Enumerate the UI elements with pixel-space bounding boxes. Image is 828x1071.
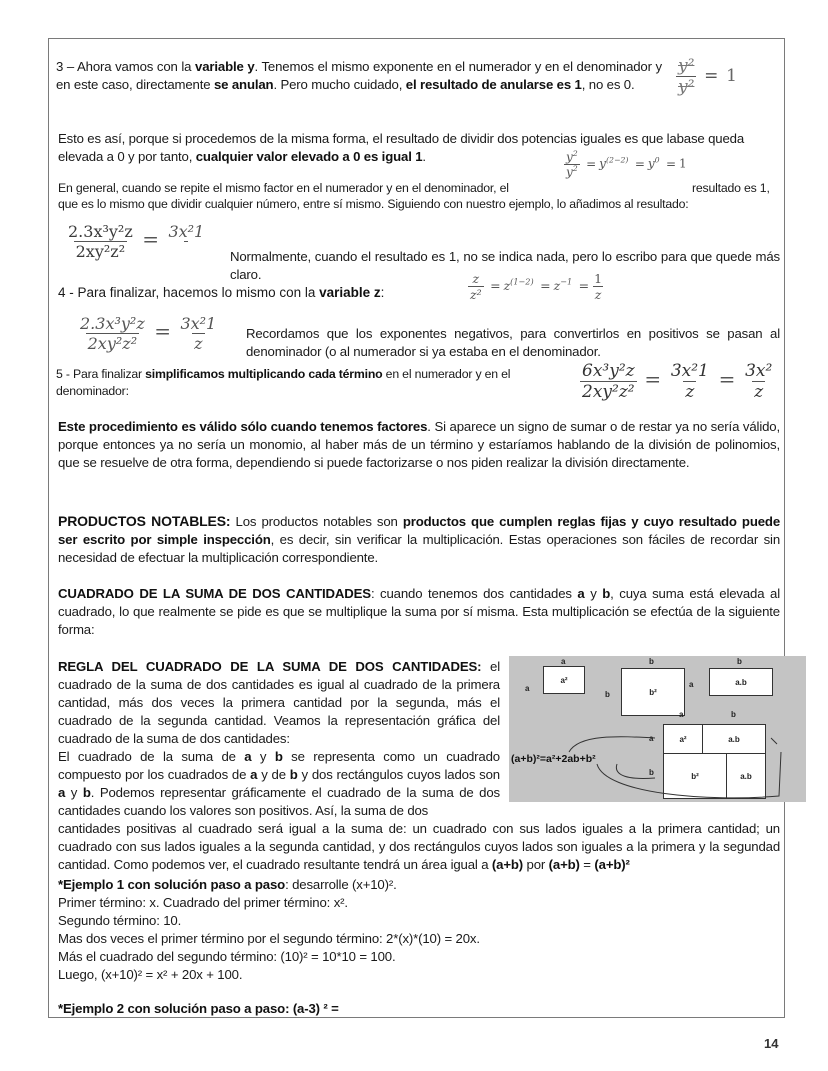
fraction2-note: Recordamos que los exponentes negativos, para convertirlos en positivos se pasan al denominador (o al numerador si ya estaba en el denominador. (246, 326, 780, 359)
regla-paragraph: REGLA DEL CUADRADO DE LA SUMA DE DOS CANTIDADES: el cuadrado de la suma de dos cantidades es igual al cuadrado de la primera cantidad, más dos veces la primera cantidad por la segunda, más el cuadrado de la segunda cantidad. Veamos la representación gráfica del cuadrado de la suma de dos cantidades: El cuadrado de la suma de a y b se representa como un cuadrado compuesto por los cuadrados de a y de b y dos rectángulos cuyos lados son a y b. Podemos representar gráficamente el cuadrado de la suma de dos cantidades cuando los valores son positivos. Así, la suma de dos (58, 659, 501, 818)
general-right: resultado es 1, (692, 181, 770, 195)
a-squared-box: a² (543, 666, 585, 694)
general-left: En general, cuando se repite el mismo factor en el numerador y en el denominador, el (58, 181, 509, 195)
productos-notables-paragraph: PRODUCTOS NOTABLES: Los productos notables son productos que cumplen reglas fijas y cuyo resultado puede ser escrito por simple inspección, es decir, sin verificar la multiplicación. Estas operaciones son fáciles de recordar sin necesidad de efectuar la multiplicación correspondiente. (58, 513, 780, 565)
step5-text: 5 - Para finalizar simplificamos multiplicando cada término en el numerador y en el denominador: (56, 367, 511, 398)
fraction1-note: Normalmente, cuando el resultado es 1, no se indica nada, pero lo escribo para que quede más claro. (230, 249, 780, 282)
ejemplo1-step: Mas dos veces el primer término por el segundo término: 2*(x)*(10) = 20x. (58, 931, 480, 946)
combined-ab-bottom-box: a.b (726, 753, 766, 799)
step5-formula: $\frac{\text{6x³y²z}}{\text{2xy²z²}}$ = $\frac{\text{3x²1}}{z}$ = $\frac{\text{3x²}}{z}$ (582, 361, 773, 402)
fraction2-formula: $\frac{\text{2.3x³y²z}}{\text{2xy²z²}}$ = $\frac{\text{3x²1}}{z}$ (80, 314, 217, 353)
y-power-formula: $\frac{y^2}{y^2}$ = $y^{(2-2)} = y^0 = 1$ (566, 149, 687, 179)
regla-continuation: cantidades positivas al cuadrado será igual a la suma de: un cuadrado con sus lados iguales a la primera cantidad; un cuadrado con sus lados iguales a la segunda cantidad, y dos rectángulos cuyos lados son iguales a la primera y la segundad cantidad. Como podemos ver, el cuadrado resultante tendrá un área igual a (a+b) por (a+b) = (a+b)² (58, 821, 780, 872)
ejemplo1-steps (58, 894, 480, 984)
ejemplo1-step: Primer término: x. Cuadrado del primer término: x². (58, 895, 348, 910)
combined-a2-box: a² (663, 724, 703, 754)
ejemplo1-step: Segundo término: 10. (58, 913, 182, 928)
step3-formula: $\frac{\text{y²}}{\text{y²}}$ = 1 (678, 56, 737, 97)
general-line2: que es lo mismo que dividir cualquier número, entre sí mismo. Siguiendo con nuestro ejemplo, lo añadimos al resultado: (58, 197, 689, 211)
binomial-square-diagram: a a a² b b b² b a a.b a b a b a² a.b b² a.b (a+b)²=a²+2ab+b² (509, 656, 806, 802)
explanation-paragraph: Esto es así, porque si procedemos de la misma forma, el resultado de dividir dos potencias iguales es que labase queda elevada a 0 y por tanto, cualquier valor elevado a 0 es igual 1. (58, 131, 745, 164)
step4-text: 4 - Para finalizar, hacemos lo mismo con la variable z: (58, 285, 385, 300)
fraction1-formula: $\frac{\text{2.3x³y²z}}{\text{2xy²z²}}$ = 3x²1 (68, 222, 205, 261)
ejemplo2-heading: *Ejemplo 2 con solución paso a paso: (a-3) ² = (58, 1001, 339, 1016)
ab-rectangle-box: a.b (709, 668, 773, 696)
combined-ab-top-box: a.b (702, 724, 766, 754)
combined-b2-box: b² (663, 753, 727, 799)
diagram-arrows (509, 656, 806, 802)
b-squared-box: b² (621, 668, 685, 716)
cuadrado-suma-paragraph: CUADRADO DE LA SUMA DE DOS CANTIDADES: cuando tenemos dos cantidades a y b, cuya suma está elevada al cuadrado, lo que realmente se pide es que se multiplique la suma por sí misma. Esta multiplicación se efectúa de la siguiente forma: (58, 586, 780, 637)
ejemplo1-heading: *Ejemplo 1 con solución paso a paso: desarrolle (x+10)². (58, 877, 397, 892)
z-power-formula: $\frac{z}{\text{z²}}$ = $z^{(1-2)} = z^{-1}$ = $\frac{1}{z}$ (470, 271, 603, 302)
page-number: 14 (764, 1036, 779, 1051)
ejemplo1-step: Más el cuadrado del segundo término: (10)² = 10*10 = 100. (58, 949, 396, 964)
step3-paragraph: 3 – Ahora vamos con la variable y. Tenemos el mismo exponente en el numerador y en el denominador y en este caso, directamente se anulan. Pero mucho cuidado, el resultado de anularse es 1, no es 0. (56, 59, 662, 92)
ejemplo1-step: Luego, (x+10)² = x² + 20x + 100. (58, 967, 243, 982)
validity-paragraph: Este procedimiento es válido sólo cuando tenemos factores. Si aparece un signo de sumar o de restar ya no sería válido, porque entonces ya no sería un monomio, al haber más de un término y estaríamos hablando de la división de polinomios, que se resuelve de otra forma, dependiendo si puede factorizarse o nos piden realizar la división directamente. (58, 419, 780, 470)
binomial-formula: (a+b)²=a²+2ab+b² (511, 753, 596, 765)
